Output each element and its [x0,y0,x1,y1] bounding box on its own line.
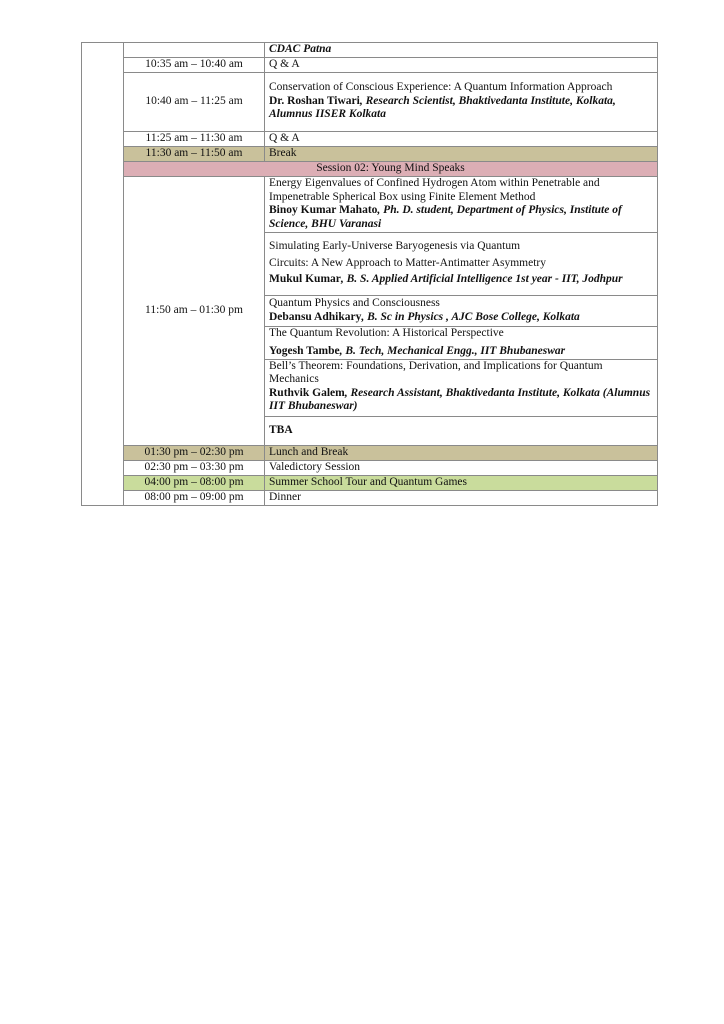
event-cell: Lunch and Break [265,445,658,460]
speaker-name: Binoy Kumar Mahato [269,204,378,217]
time-cell: 04:00 pm – 08:00 pm [124,475,265,490]
talk-cell: TBA [265,416,658,445]
session-header-row [82,161,658,176]
event-cell: Summer School Tour and Quantum Games [265,475,658,490]
talk-title-continued: Circuits: A New Approach to Matter-Antimatter Asymmetry [269,256,546,269]
speaker-name: Debansu Adhikary [269,310,362,323]
talk-title: Conservation of Conscious Experience: A Quantum Information Approach [269,81,613,94]
time-cell: 11:25 am – 11:30 am [124,131,265,146]
talk-cell [265,326,658,359]
talk-cell [265,232,658,295]
speaker-affiliation: , Ph. D. student, Department of Physics, Institute of Science, BHU Varanasi [269,204,622,230]
event-cell: Break [265,146,658,161]
table-row [82,176,658,232]
table-row [82,445,658,460]
table-row [82,131,658,146]
speaker-affiliation: , B. Sc in Physics , AJC Bose College, Kolkata [361,310,580,323]
continuation-affiliation: CDAC Patna [265,43,658,58]
event-cell: Q & A [265,57,658,72]
talk-title: Quantum Physics and Consciousness [269,297,440,309]
talk-cell [265,72,658,131]
speaker-name: Dr. Roshan Tiwari [269,94,360,107]
table-row [82,72,658,131]
day-column-blank [82,43,124,506]
talk-title: The Quantum Revolution: A Historical Perspective [269,327,504,339]
talk-cell [265,176,658,232]
speaker-affiliation: , B. S. Applied Artificial Intelligence 1st year - IIT, Jodhpur [340,273,623,286]
talk-title: Bell’s Theorem: Foundations, Derivation, and Implications for Quantum Mechanics [269,359,603,386]
table-row [82,460,658,475]
table-row [82,43,658,58]
speaker-name: Mukul Kumar [269,273,341,286]
talk-cell [265,295,658,326]
talk-title: Energy Eigenvalues of Confined Hydrogen Atom within Penetrable and Impenetrable Spherical Box using Finite Element Method [269,176,600,203]
speaker-name: Ruthvik Galem [269,386,345,399]
time-cell: 10:35 am – 10:40 am [124,57,265,72]
speaker-affiliation: , Research Assistant, Bhaktivedanta Institute, Kolkata (Alumnus IIT Bhubaneswar) [269,386,651,413]
talk-title: Simulating Early-Universe Baryogenesis via Quantum [269,240,521,253]
time-cell: 11:30 am – 11:50 am [124,146,265,161]
session-title: Session 02: Young Mind Speaks [124,161,658,176]
speaker-affiliation: , Research Scientist, Bhaktivedanta Institute, Kolkata, Alumnus IISER Kolkata [269,94,616,121]
time-cell: 08:00 pm – 09:00 pm [124,490,265,505]
table-row [82,490,658,505]
speaker-name: Yogesh Tambe [269,344,340,357]
time-cell: 01:30 pm – 02:30 pm [124,445,265,460]
table-row [82,146,658,161]
table-row [82,475,658,490]
schedule-table [81,42,658,506]
talk-cell [265,359,658,416]
speaker-affiliation: , B. Tech, Mechanical Engg., IIT Bhubaneswar [339,344,566,357]
time-cell: 10:40 am – 11:25 am [124,72,265,131]
event-cell: Dinner [265,490,658,505]
table-row [82,57,658,72]
event-cell: Valedictory Session [265,460,658,475]
event-cell: Q & A [265,131,658,146]
time-cell: 02:30 pm – 03:30 pm [124,460,265,475]
time-cell: 11:50 am – 01:30 pm [124,176,265,445]
